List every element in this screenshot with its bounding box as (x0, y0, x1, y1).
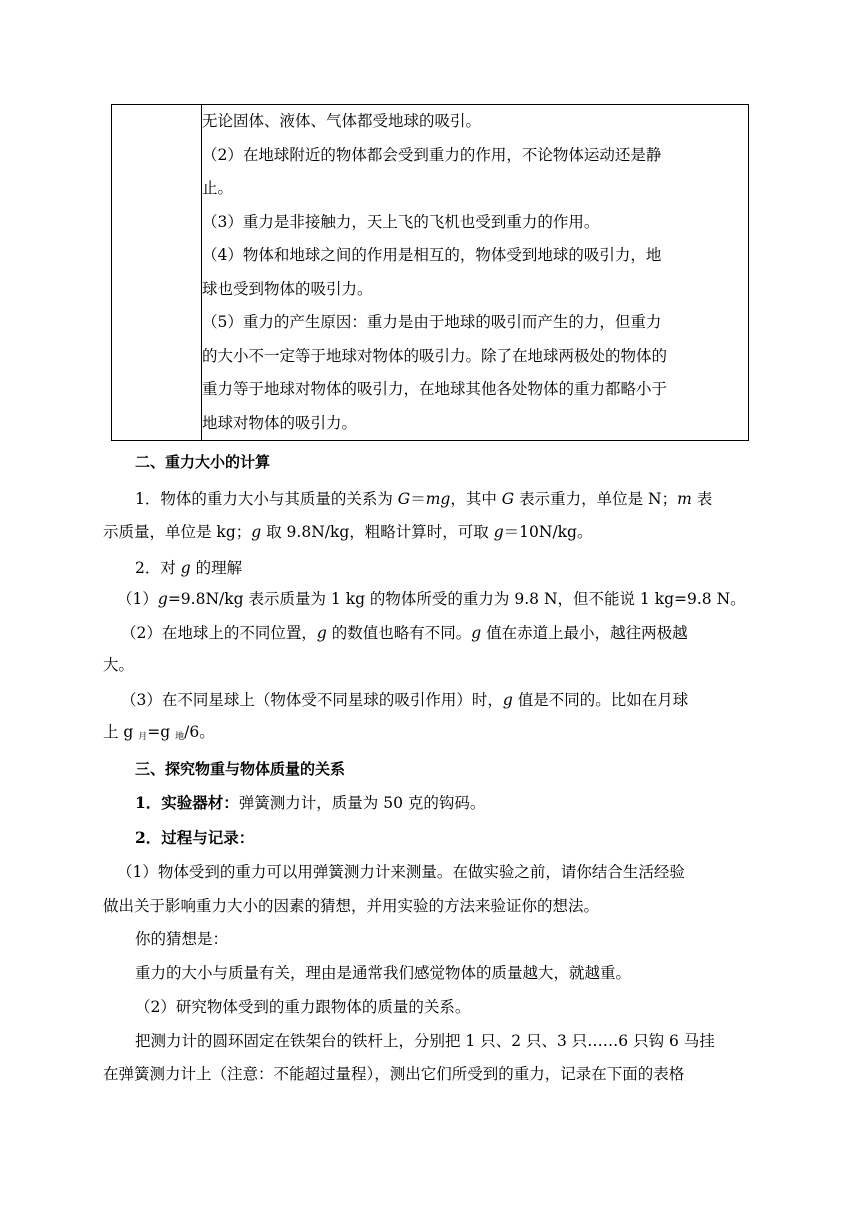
paragraph-g-2-cont: 大。 (103, 656, 135, 674)
paragraph-g-1: （1）g=9.8N/kg 表示质量为 1 kg 的物体所受的重力为 9.8 N，但不能说 1 kg=9.8 N。 (117, 590, 746, 608)
table-line: 的大小不一定等于地球对物体的吸引力。除了在地球两极处的物体的 (202, 346, 668, 365)
paragraph-relation-cont: 示质量，单位是 kg；g 取 9.8N/kg，粗略计算时，可取 g＝10N/kg。 (103, 523, 593, 541)
paragraph-g-2: （2）在地球上的不同位置，g 的数值也略有不同。g 值在赤道上最小，越往两极越 (121, 624, 688, 642)
paragraph-process-3: 把测力计的圆环固定在铁架台的铁杆上，分别把 1 只、2 只、3 只……6 只钩 6 马挂 (135, 1032, 715, 1050)
paragraph-equipment: 1．实验器材：弹簧测力计，质量为 50 克的钩码。 (135, 793, 486, 812)
table-line: （4）物体和地球之间的作用是相互的，物体受到地球的吸引力，地 (202, 246, 662, 264)
table-line: 重力等于地球对物体的吸引力，在地球其他各处物体的重力都略小于 (202, 380, 668, 398)
section3-heading: 三、探究物重与物体质量的关系 (135, 760, 346, 778)
table-line: 止。 (202, 179, 234, 197)
paragraph-process-3-cont: 在弹簧测力计上（注意：不能超过量程），测出它们所受到的重力，记录在下面的表格 (103, 1065, 685, 1083)
table-line: 无论固体、液体、气体都受地球的吸引。 (202, 112, 482, 130)
paragraph-g-3: （3）在不同星球上（物体受不同星球的吸引作用）时，g 值是不同的。比如在月球 (121, 691, 689, 709)
paragraph-process-1-cont: 做出关于影响重力大小的因素的猜想，并用实验的方法来验证你的想法。 (103, 897, 600, 915)
paragraph-process-2: （2）研究物体受到的重力跟物体的质量的关系。 (135, 998, 471, 1016)
paragraph-process-1: （1）物体受到的重力可以用弹簧测力计来测量。在做实验之前，请你结合生活经验 (117, 863, 685, 881)
paragraph-g-title: 2．对 g 的理解 (135, 559, 243, 577)
table-line: 球也受到物体的吸引力。 (202, 279, 373, 298)
guess-text: 重力的大小与质量有关，理由是通常我们感觉物体的质量越大，就越重。 (135, 964, 632, 982)
table-content-cell (202, 105, 749, 441)
paragraph-g-3-cont: 上 g $_月$=g $_地$/6。 (103, 723, 215, 742)
table-line: （5）重力的产生原因：重力是由于地球的吸引而产生的力，但重力 (202, 313, 662, 331)
paragraph-process-label: 2．过程与记录： (135, 828, 255, 847)
table-line: 地球对物体的吸引力。 (202, 413, 358, 432)
table-line: （2）在地球附近的物体都会受到重力的作用，不论物体运动还是静 (202, 145, 662, 164)
guess-label: 你的猜想是： (135, 930, 229, 948)
paragraph-relation: 1．物体的重力大小与其质量的关系为 G＝mg，其中 G 表示重力，单位是 N；m 表 (135, 490, 713, 508)
table-label-cell (112, 105, 202, 441)
section2-heading: 二、重力大小的计算 (135, 453, 271, 471)
table-line: （3）重力是非接触力，天上飞的飞机也受到重力的作用。 (202, 212, 600, 231)
gravity-notes-table (111, 104, 749, 441)
